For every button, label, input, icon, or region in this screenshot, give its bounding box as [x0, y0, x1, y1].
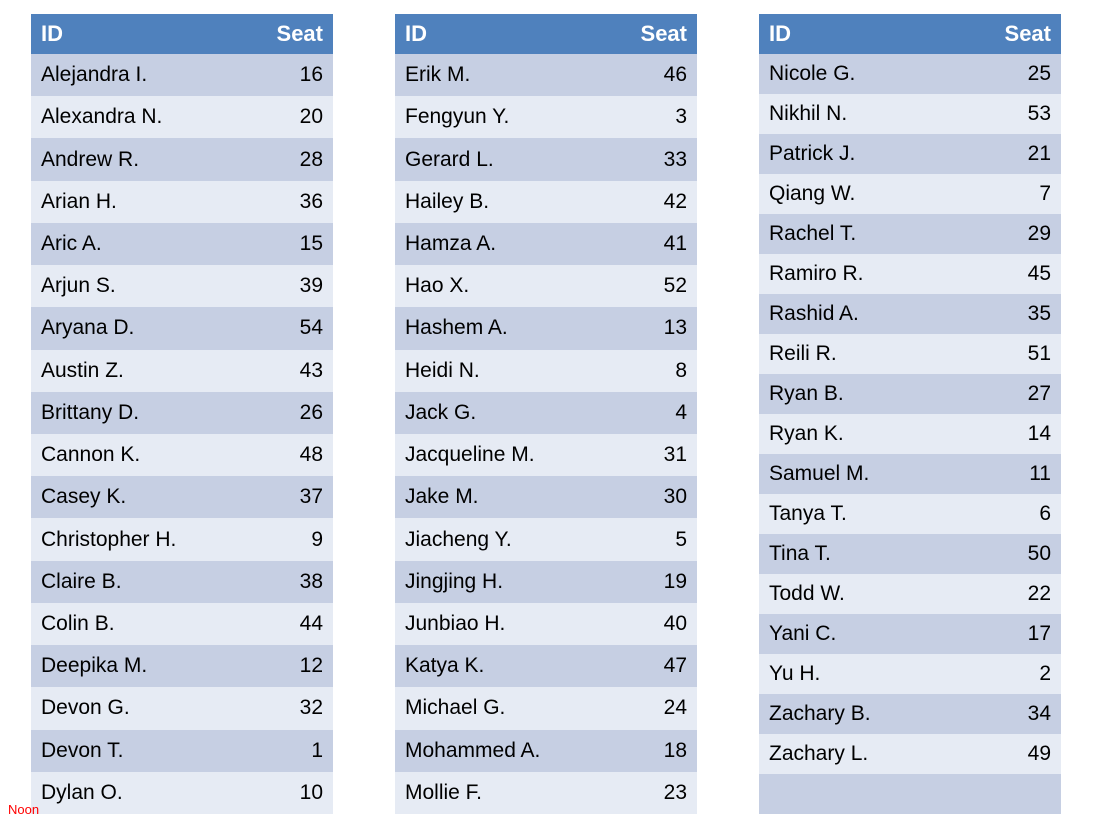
table-row	[759, 214, 1061, 254]
table-row	[395, 350, 697, 392]
footnote-label: Noon	[8, 802, 40, 817]
cell-seat: 28	[245, 138, 333, 180]
column-header-id: ID	[395, 14, 609, 54]
cell-seat: 2	[973, 654, 1061, 694]
cell-id: Reili R.	[759, 334, 973, 374]
cell-seat: 15	[245, 223, 333, 265]
cell-seat: 53	[973, 94, 1061, 134]
table-row	[759, 494, 1061, 534]
table-row	[31, 223, 333, 265]
table-row	[395, 645, 697, 687]
cell-id: Mollie F.	[395, 772, 609, 814]
cell-id: Devon G.	[31, 687, 245, 729]
table-row	[759, 574, 1061, 614]
cell-id: Tina T.	[759, 534, 973, 574]
table-row	[395, 307, 697, 349]
cell-id: Gerard L.	[395, 138, 609, 180]
seat-table-wrap-3	[728, 14, 1092, 814]
seat-table-1	[31, 14, 333, 814]
cell-seat: 41	[609, 223, 697, 265]
cell-id: Hamza A.	[395, 223, 609, 265]
seat-table-2-body	[395, 54, 697, 814]
cell-id: Ryan B.	[759, 374, 973, 414]
cell-id: Ryan K.	[759, 414, 973, 454]
cell-id: Zachary L.	[759, 734, 973, 774]
cell-seat: 32	[245, 687, 333, 729]
cell-id: Jake M.	[395, 476, 609, 518]
cell-id: Qiang W.	[759, 174, 973, 214]
table-row	[31, 54, 333, 96]
cell-seat: 3	[609, 96, 697, 138]
cell-id: Arian H.	[31, 181, 245, 223]
cell-seat: 23	[609, 772, 697, 814]
cell-seat: 54	[245, 307, 333, 349]
cell-id: Jacqueline M.	[395, 434, 609, 476]
table-row	[395, 730, 697, 772]
cell-seat: 20	[245, 96, 333, 138]
table-row	[395, 518, 697, 560]
cell-id: Alejandra I.	[31, 54, 245, 96]
table-row	[759, 174, 1061, 214]
table-row	[759, 414, 1061, 454]
seat-table-wrap-1	[0, 14, 364, 814]
cell-id: Cannon K.	[31, 434, 245, 476]
cell-id: Patrick J.	[759, 134, 973, 174]
cell-id: Michael G.	[395, 687, 609, 729]
table-row	[31, 265, 333, 307]
cell-seat: 25	[973, 54, 1061, 94]
table-row	[395, 476, 697, 518]
cell-id: Junbiao H.	[395, 603, 609, 645]
column-header-seat: Seat	[973, 14, 1061, 54]
cell-seat: 39	[245, 265, 333, 307]
cell-seat: 35	[973, 294, 1061, 334]
cell-seat: 47	[609, 645, 697, 687]
table-header-row	[759, 14, 1061, 54]
cell-id: Hashem A.	[395, 307, 609, 349]
cell-seat: 43	[245, 350, 333, 392]
table-row	[31, 350, 333, 392]
cell-seat: 14	[973, 414, 1061, 454]
cell-id: Todd W.	[759, 574, 973, 614]
table-row	[395, 392, 697, 434]
table-row	[759, 734, 1061, 774]
table-row	[31, 518, 333, 560]
table-row	[395, 223, 697, 265]
cell-id: Colin B.	[31, 603, 245, 645]
table-header-row	[395, 14, 697, 54]
table-row	[31, 476, 333, 518]
cell-seat: 48	[245, 434, 333, 476]
cell-seat: 51	[973, 334, 1061, 374]
cell-id: Jingjing H.	[395, 561, 609, 603]
cell-seat: 24	[609, 687, 697, 729]
cell-seat: 45	[973, 254, 1061, 294]
cell-id: Rachel T.	[759, 214, 973, 254]
table-row-empty	[759, 774, 1061, 814]
cell-id: Yani C.	[759, 614, 973, 654]
cell-id: Ramiro R.	[759, 254, 973, 294]
cell-seat: 7	[973, 174, 1061, 214]
cell-seat: 12	[245, 645, 333, 687]
cell-seat: 33	[609, 138, 697, 180]
cell-seat	[973, 774, 1061, 814]
cell-id: Katya K.	[395, 645, 609, 687]
cell-id: Mohammed A.	[395, 730, 609, 772]
cell-id: Zachary B.	[759, 694, 973, 734]
table-row	[395, 181, 697, 223]
cell-id: Austin Z.	[31, 350, 245, 392]
cell-seat: 19	[609, 561, 697, 603]
cell-id: Tanya T.	[759, 494, 973, 534]
table-row	[31, 687, 333, 729]
table-row	[395, 138, 697, 180]
table-row	[759, 654, 1061, 694]
cell-seat: 17	[973, 614, 1061, 654]
table-row	[31, 307, 333, 349]
cell-seat: 30	[609, 476, 697, 518]
cell-id: Claire B.	[31, 561, 245, 603]
cell-seat: 37	[245, 476, 333, 518]
table-row	[395, 54, 697, 96]
cell-seat: 49	[973, 734, 1061, 774]
cell-seat: 13	[609, 307, 697, 349]
table-row	[31, 138, 333, 180]
cell-id: Nicole G.	[759, 54, 973, 94]
table-row	[395, 603, 697, 645]
cell-id: Jack G.	[395, 392, 609, 434]
table-row	[759, 254, 1061, 294]
table-header-row	[31, 14, 333, 54]
cell-id: Aric A.	[31, 223, 245, 265]
cell-id: Dylan O.	[31, 772, 245, 814]
table-row	[759, 374, 1061, 414]
cell-seat: 44	[245, 603, 333, 645]
table-row	[759, 294, 1061, 334]
cell-id: Andrew R.	[31, 138, 245, 180]
seat-table-1-body	[31, 54, 333, 814]
seat-tables-container	[0, 14, 1093, 814]
cell-id: Samuel M.	[759, 454, 973, 494]
cell-seat: 9	[245, 518, 333, 560]
cell-seat: 52	[609, 265, 697, 307]
cell-seat: 38	[245, 561, 333, 603]
table-row	[395, 561, 697, 603]
cell-seat: 6	[973, 494, 1061, 534]
cell-seat: 4	[609, 392, 697, 434]
table-row	[759, 134, 1061, 174]
table-row	[31, 772, 333, 814]
cell-seat: 46	[609, 54, 697, 96]
cell-id	[759, 774, 973, 814]
cell-seat: 36	[245, 181, 333, 223]
table-row	[759, 54, 1061, 94]
table-row	[31, 181, 333, 223]
table-row	[759, 694, 1061, 734]
cell-seat: 40	[609, 603, 697, 645]
cell-id: Fengyun Y.	[395, 96, 609, 138]
table-row	[395, 772, 697, 814]
table-row	[31, 96, 333, 138]
cell-id: Devon T.	[31, 730, 245, 772]
table-row	[395, 687, 697, 729]
cell-id: Casey K.	[31, 476, 245, 518]
cell-id: Hao X.	[395, 265, 609, 307]
cell-id: Aryana D.	[31, 307, 245, 349]
table-row	[31, 392, 333, 434]
table-row	[31, 645, 333, 687]
column-header-seat: Seat	[609, 14, 697, 54]
cell-seat: 11	[973, 454, 1061, 494]
column-header-id: ID	[31, 14, 245, 54]
cell-id: Heidi N.	[395, 350, 609, 392]
column-header-seat: Seat	[245, 14, 333, 54]
table-row	[759, 454, 1061, 494]
cell-seat: 50	[973, 534, 1061, 574]
cell-id: Nikhil N.	[759, 94, 973, 134]
table-row	[759, 334, 1061, 374]
cell-id: Brittany D.	[31, 392, 245, 434]
table-row	[31, 561, 333, 603]
table-row	[395, 265, 697, 307]
table-row	[759, 94, 1061, 134]
cell-seat: 34	[973, 694, 1061, 734]
table-row	[31, 603, 333, 645]
table-row	[759, 534, 1061, 574]
cell-id: Hailey B.	[395, 181, 609, 223]
cell-seat: 1	[245, 730, 333, 772]
cell-seat: 10	[245, 772, 333, 814]
cell-seat: 31	[609, 434, 697, 476]
seat-table-3	[759, 14, 1061, 814]
cell-seat: 5	[609, 518, 697, 560]
seat-table-wrap-2	[364, 14, 728, 814]
cell-seat: 42	[609, 181, 697, 223]
cell-id: Christopher H.	[31, 518, 245, 560]
cell-seat: 29	[973, 214, 1061, 254]
cell-id: Alexandra N.	[31, 96, 245, 138]
cell-seat: 27	[973, 374, 1061, 414]
cell-id: Arjun S.	[31, 265, 245, 307]
cell-id: Rashid A.	[759, 294, 973, 334]
cell-id: Yu H.	[759, 654, 973, 694]
cell-seat: 21	[973, 134, 1061, 174]
table-row	[31, 434, 333, 476]
seat-table-2	[395, 14, 697, 814]
cell-seat: 22	[973, 574, 1061, 614]
table-row	[395, 96, 697, 138]
cell-seat: 18	[609, 730, 697, 772]
cell-id: Erik M.	[395, 54, 609, 96]
cell-seat: 26	[245, 392, 333, 434]
column-header-id: ID	[759, 14, 973, 54]
table-row	[759, 614, 1061, 654]
cell-id: Deepika M.	[31, 645, 245, 687]
table-row	[31, 730, 333, 772]
cell-seat: 8	[609, 350, 697, 392]
cell-seat: 16	[245, 54, 333, 96]
cell-id: Jiacheng Y.	[395, 518, 609, 560]
seat-table-3-body	[759, 54, 1061, 814]
table-row	[395, 434, 697, 476]
